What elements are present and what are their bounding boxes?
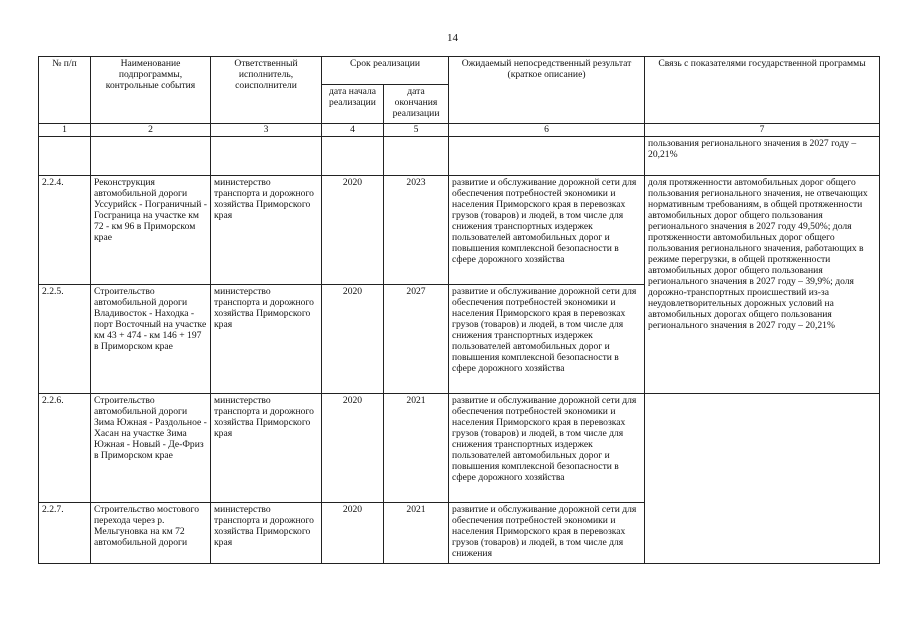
responsible-executor: министерство транспорта и дорожного хозяйства Приморского края — [211, 285, 322, 394]
continuation-row — [39, 137, 880, 176]
responsible-executor: министерство транспорта и дорожного хозяйства Приморского края — [211, 394, 322, 503]
start-year: 2020 — [322, 285, 384, 394]
column-number-row — [39, 124, 880, 137]
column-number: 2 — [91, 124, 211, 137]
expected-result: развитие и обслуживание дорожной сети для обеспечения потребностей экономики и населения Приморского края в перевозках грузов (товаров) и людей, в том числе для снижения транспортных издержек пользователей автомобильных дорог и повышения комплексной безопасности в сфере дорожного хозяйства — [449, 285, 645, 394]
header-name: Наименование подпрограммы, контрольные события — [91, 57, 211, 124]
table-header-row — [39, 57, 880, 85]
row-number: 2.2.5. — [39, 285, 91, 394]
end-year: 2021 — [384, 394, 449, 503]
page-number: 14 — [447, 32, 458, 44]
expected-result: развитие и обслуживание дорожной сети для обеспечения потребностей экономики и населения Приморского края в перевозках грузов (товаров) и людей, в том числе для снижения транспортных издержек пользователей автомобильных дорог и повышения комплексной безопасности в сфере дорожного хозяйства — [449, 176, 645, 285]
empty-cell — [91, 137, 211, 176]
responsible-executor: министерство транспорта и дорожного хозяйства Приморского края — [211, 503, 322, 564]
empty-cell — [449, 137, 645, 176]
row-number: 2.2.7. — [39, 503, 91, 564]
empty-cell — [322, 137, 384, 176]
row-number: 2.2.4. — [39, 176, 91, 285]
end-year: 2027 — [384, 285, 449, 394]
continuation-indicator: пользования регионального значения в 2027 году – 20,21% — [645, 137, 880, 176]
event-name: Строительство автомобильной дороги Владивосток - Находка - порт Восточный на участке км 43 + 474 - км 146 + 197 в Приморском крае — [91, 285, 211, 394]
expected-result: развитие и обслуживание дорожной сети для обеспечения потребностей экономики и населения Приморского края в перевозках грузов (товаров) и людей, в том числе для снижения транспортных издержек пользователей автомобильных дорог и повышения комплексной безопасности в сфере дорожного хозяйства — [449, 394, 645, 503]
empty-cell — [39, 137, 91, 176]
column-number: 3 — [211, 124, 322, 137]
start-year: 2020 — [322, 394, 384, 503]
program-events-table — [38, 56, 880, 564]
event-name: Строительство мостового перехода через р. Мельгуновка на км 72 автомобильной дороги — [91, 503, 211, 564]
event-name: Реконструкция автомобильной дороги Уссурийск - Пограничный - Госграница на участке км 72 - км 96 в Приморском крае — [91, 176, 211, 285]
empty-cell — [211, 137, 322, 176]
empty-cell — [384, 137, 449, 176]
expected-result: развитие и обслуживание дорожной сети для обеспечения потребностей экономики и населения Приморского края в перевозках грузов (товаров) и людей, в том числе для снижения — [449, 503, 645, 564]
table-row — [39, 176, 880, 285]
column-number: 4 — [322, 124, 384, 137]
header-start-date: дата начала реализации — [322, 85, 384, 124]
end-year: 2021 — [384, 503, 449, 564]
column-number: 1 — [39, 124, 91, 137]
column-number: 5 — [384, 124, 449, 137]
header-indicators: Связь с показателями государственной программы — [645, 57, 880, 124]
end-year: 2023 — [384, 176, 449, 285]
empty-indicator-cell — [645, 394, 880, 564]
header-result: Ожидаемый непосредственный результат (краткое описание) — [449, 57, 645, 124]
header-period: Срок реализации — [322, 57, 449, 85]
column-number: 6 — [449, 124, 645, 137]
table-row — [39, 394, 880, 503]
start-year: 2020 — [322, 176, 384, 285]
header-number: № п/п — [39, 57, 91, 124]
header-end-date: дата окончания реализации — [384, 85, 449, 124]
row-number: 2.2.6. — [39, 394, 91, 503]
header-executor: Ответственный исполнитель, соисполнители — [211, 57, 322, 124]
column-number: 7 — [645, 124, 880, 137]
program-indicators: доля протяженности автомобильных дорог общего пользования регионального значения, не отвечающих нормативным требованиям, в общей протяженности автомобильных дорог общего пользования регионального значения в 2027 году 49,50%; доля протяженности автомобильных дорог общего пользования регионального значения, работающих в режиме перегрузки, в общей протяженности автомобильных дорог общего пользования регионального значения в 2027 году – 39,9%; доля дорожно-транспортных происшествий из-за неудовлетворительных дорожных условий на автомобильных дорогах общего пользования регионального значения в 2027 году – 20,21% — [645, 176, 880, 394]
responsible-executor: министерство транспорта и дорожного хозяйства Приморского края — [211, 176, 322, 285]
start-year: 2020 — [322, 503, 384, 564]
event-name: Строительство автомобильной дороги Зима Южная - Раздольное - Хасан на участке Зима Южная - Новый - Де-Фриз в Приморском крае — [91, 394, 211, 503]
